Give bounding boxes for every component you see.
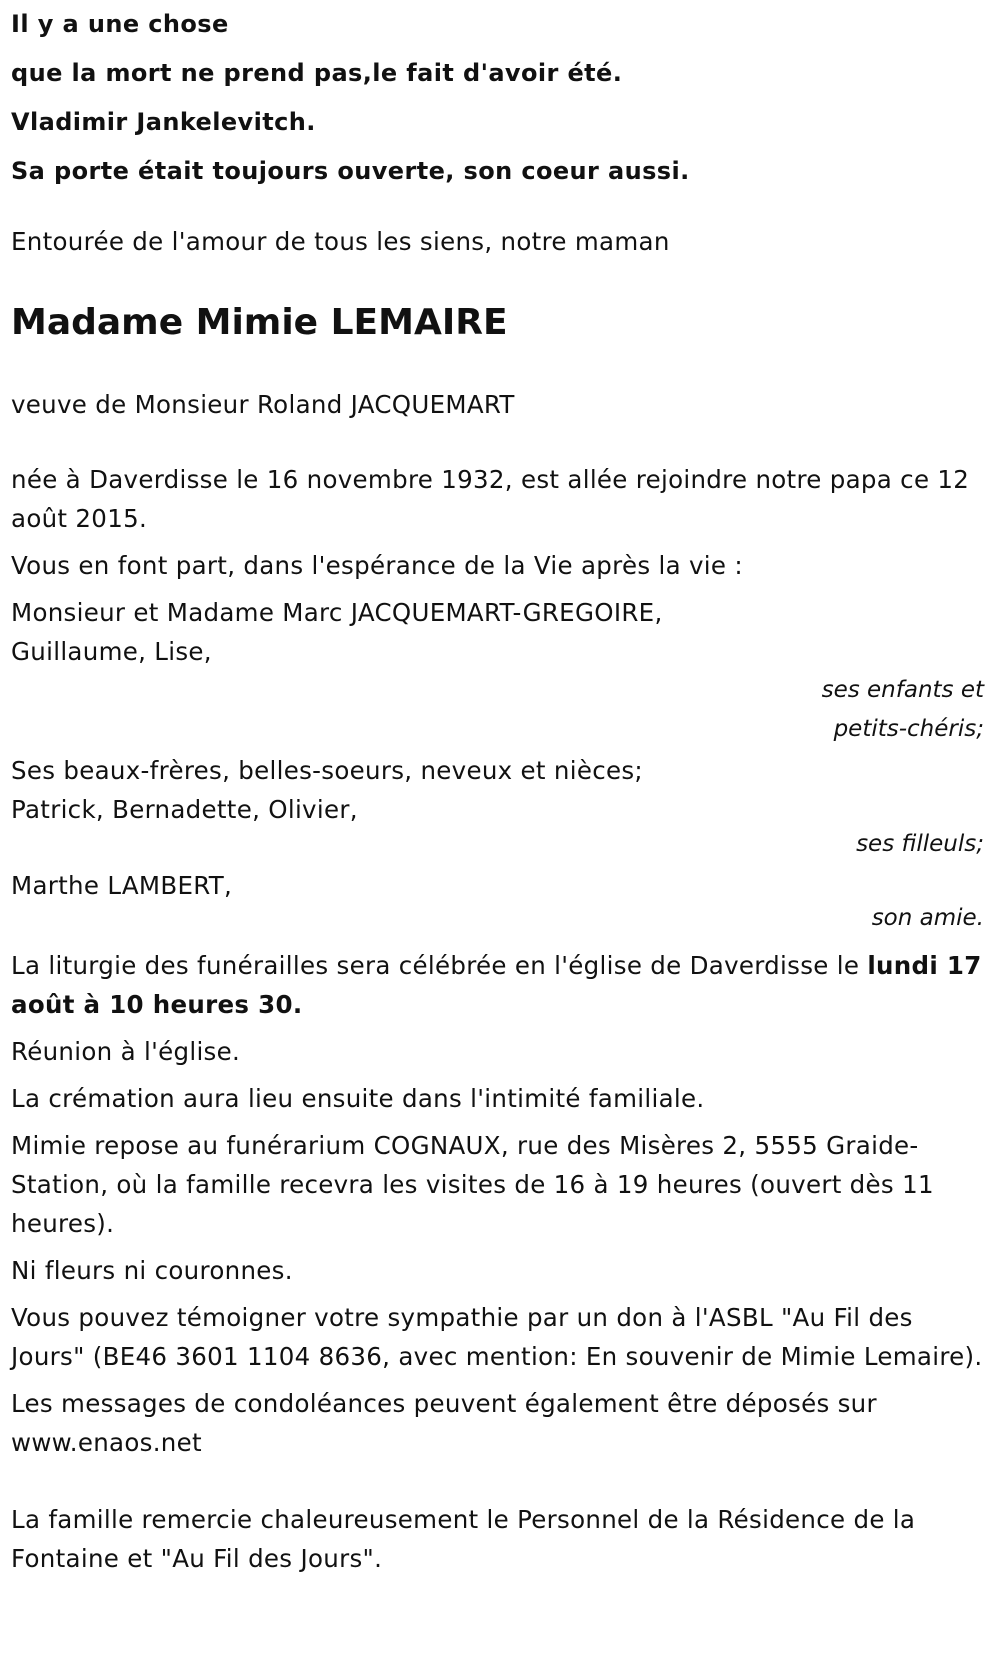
friend-role: son amie.: [871, 905, 984, 931]
epigraph-line-3: Vladimir Jankelevitch.: [11, 108, 316, 136]
intro-text: Entourée de l'amour de tous les siens, notre maman: [11, 227, 670, 256]
condolences-text: Les messages de condoléances peuvent également être déposés sur www.enaos.net: [11, 1389, 877, 1457]
funeral-text-main: La liturgie des funérailles sera célébrée en l'église de Daverdisse le: [11, 951, 868, 980]
children-role-2: petits-chéris;: [833, 716, 984, 742]
donation-text: Vous pouvez témoigner votre sympathie par un don à l'ASBL "Au Fil des Jours" (BE46 3601 1104 8636, avec mention: En souvenir de Mimie Lemaire).: [11, 1303, 983, 1371]
epigraph: [11, 0, 984, 196]
epigraph-line-4: Sa porte était toujours ouverte, son coeur aussi.: [11, 157, 690, 185]
children-line-2: Guillaume, Lise,: [11, 637, 212, 666]
announcement-text: Vous en font part, dans l'espérance de la Vie après la vie :: [11, 551, 743, 580]
family-list: [11, 593, 984, 938]
children-role-1: ses enfants et: [821, 677, 984, 703]
epigraph-line-1: Il y a une chose: [11, 10, 229, 38]
funeral-text: [11, 946, 984, 1024]
deceased-name: Madame Mimie LEMAIRE: [11, 302, 508, 343]
friend-line: Marthe LAMBERT,: [11, 871, 233, 900]
visitation-text: Mimie repose au funérarium COGNAUX, rue des Misères 2, 5555 Graide-Station, où la famille recevra les visites de 16 à 19 heures (ouvert dès 11 heures).: [11, 1131, 934, 1238]
funeral-date: lundi 17 août à 10 heures 30.: [11, 951, 982, 1019]
godchildren-role: ses filleuls;: [856, 831, 984, 857]
widow-of-text: veuve de Monsieur Roland JACQUEMART: [11, 390, 515, 419]
birth-death-text: née à Daverdisse le 16 novembre 1932, est allée rejoindre notre papa ce 12 août 2015.: [11, 465, 970, 533]
flowers-text: Ni fleurs ni couronnes.: [11, 1256, 293, 1285]
godchildren-line: Patrick, Bernadette, Olivier,: [11, 795, 358, 824]
meeting-text: Réunion à l'église.: [11, 1037, 241, 1066]
thanks-text: La famille remercie chaleureusement le Personnel de la Résidence de la Fontaine et "Au Fil des Jours".: [11, 1505, 916, 1573]
children-line-1: Monsieur et Madame Marc JACQUEMART-GREGOIRE,: [11, 598, 663, 627]
inlaws-line: Ses beaux-frères, belles-soeurs, neveux et nièces;: [11, 756, 643, 785]
epigraph-line-2: que la mort ne prend pas,le fait d'avoir été.: [11, 59, 623, 87]
cremation-text: La crémation aura lieu ensuite dans l'intimité familiale.: [11, 1084, 705, 1113]
